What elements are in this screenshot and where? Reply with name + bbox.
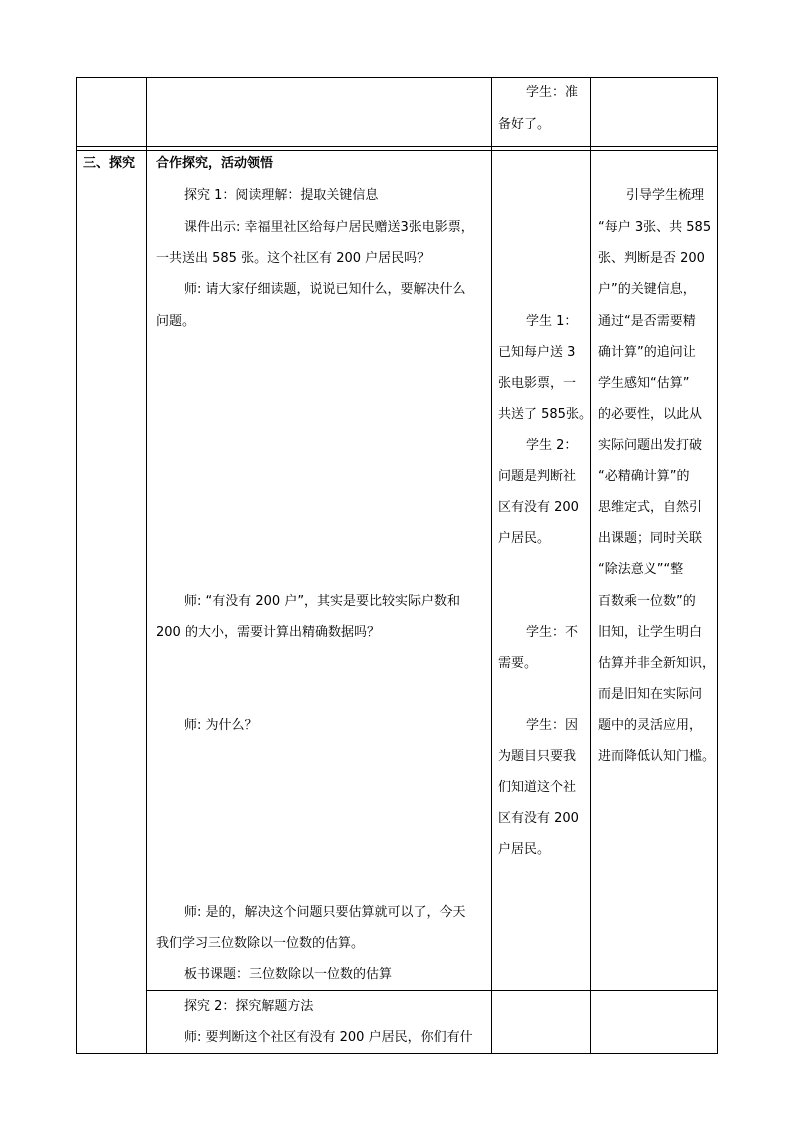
col-divider-1 (146, 77, 147, 1054)
teacher-ask3: 师: 为什么？ (184, 718, 258, 733)
row1-student-line2: 备好了。 (498, 117, 551, 132)
intent-line-18: 题中的灵活应用， (598, 718, 703, 733)
student4-line4: 区有没有 200 (498, 811, 579, 826)
intent-line-14: 百数乘一位数”的 (598, 594, 696, 609)
intent-line-4: 户”的关键信息， (598, 282, 696, 297)
student1-line3: 张电影票，一 (498, 376, 577, 391)
intent-line-19: 进而降低认知门槛。 (598, 749, 716, 764)
student4-line3: 们知道这个社 (498, 780, 577, 795)
row3-top-border (146, 990, 718, 991)
teacher-conclude-line1: 师: 是的，解决这个问题只要估算就可以了，今天 (184, 905, 466, 920)
student4-line5: 户居民。 (498, 842, 551, 857)
intent-line-12: 出课题；同时关联 (598, 531, 703, 546)
intent-line-2: “每户 3张、共 585 (598, 220, 712, 235)
student1-line4: 共送了 585张。 (498, 407, 592, 422)
intent-line-10: “必精确计算”的 (598, 469, 690, 484)
courseware-line2: 一共送出 585 张。这个社区有 200 户居民吗？ (156, 251, 431, 266)
intent-line-11: 思维定式，自然引 (598, 500, 703, 515)
intent-line-8: 的必要性，以此从 (598, 407, 703, 422)
col-divider-3 (590, 77, 591, 1054)
row2-top-border (76, 150, 718, 151)
teacher-ask1-line1: 师: 请大家仔细读题，说说已知什么，要解决什么 (184, 282, 466, 297)
row1-bottom-border (76, 146, 718, 147)
intent-line-13: “除法意义”“整 (598, 562, 684, 577)
intent-line-5: 通过“是否需要精 (598, 314, 696, 329)
explore2-line1: 师: 要判断这个社区有没有 200 户居民，你们有什 (184, 1030, 473, 1045)
intent-line-15: 旧知，让学生明白 (598, 625, 703, 640)
intent-line-6: 确计算”的追问让 (598, 345, 696, 360)
intent-line-9: 实际问题出发打破 (598, 438, 703, 453)
student1-line2: 已知每户送 3 (498, 345, 576, 360)
intent-line-7: 学生感知“估算” (598, 376, 690, 391)
intent-line-3: 张、判断是否 200 (598, 251, 705, 266)
intent-line-16: 估算并非全新知识， (598, 656, 716, 671)
student2-line2: 问题是判断社 (498, 469, 577, 484)
student1-line1: 学生 1： (526, 314, 578, 329)
intent-line-17: 而是旧知在实际问 (598, 687, 703, 702)
explore1-title: 探究 1：阅读理解：提取关键信息 (184, 188, 379, 203)
row1-student-line1: 学生：准 (526, 85, 579, 100)
student2-line3: 区有没有 200 (498, 500, 579, 515)
table-bottom-border (76, 1053, 718, 1054)
student4-line2: 为题目只要我 (498, 749, 577, 764)
student4-line1: 学生：因 (526, 718, 579, 733)
student2-line1: 学生 2： (526, 438, 578, 453)
courseware-line1: 课件出示: 幸福里社区给每户居民赠送3张电影票， (184, 220, 474, 235)
teacher-ask1-line2: 问题。 (156, 314, 196, 329)
teacher-conclude-line2: 我们学习三位数除以一位数的估算。 (156, 936, 365, 951)
intent-line-1: 引导学生梳理 (626, 188, 705, 203)
col-left-border (76, 77, 77, 1054)
teacher-ask2-line2: 200 的大小，需要计算出精确数据吗？ (156, 625, 380, 640)
activity-heading: 合作探究，活动领悟 (156, 156, 274, 171)
table-top-border (76, 77, 718, 78)
student2-line4: 户居民。 (498, 531, 551, 546)
teacher-ask2-line1: 师: “有没有 200 户”，其实是要比较实际户数和 (184, 594, 461, 609)
col-divider-2 (491, 77, 492, 1054)
student3-line2: 需要。 (498, 656, 538, 671)
section-label: 三、探究 (83, 156, 136, 171)
board-title: 板书课题：三位数除以一位数的估算 (184, 967, 393, 982)
col-right-border (717, 77, 718, 1054)
explore2-title: 探究 2：探究解题方法 (184, 999, 314, 1014)
student3-line1: 学生：不 (526, 625, 579, 640)
